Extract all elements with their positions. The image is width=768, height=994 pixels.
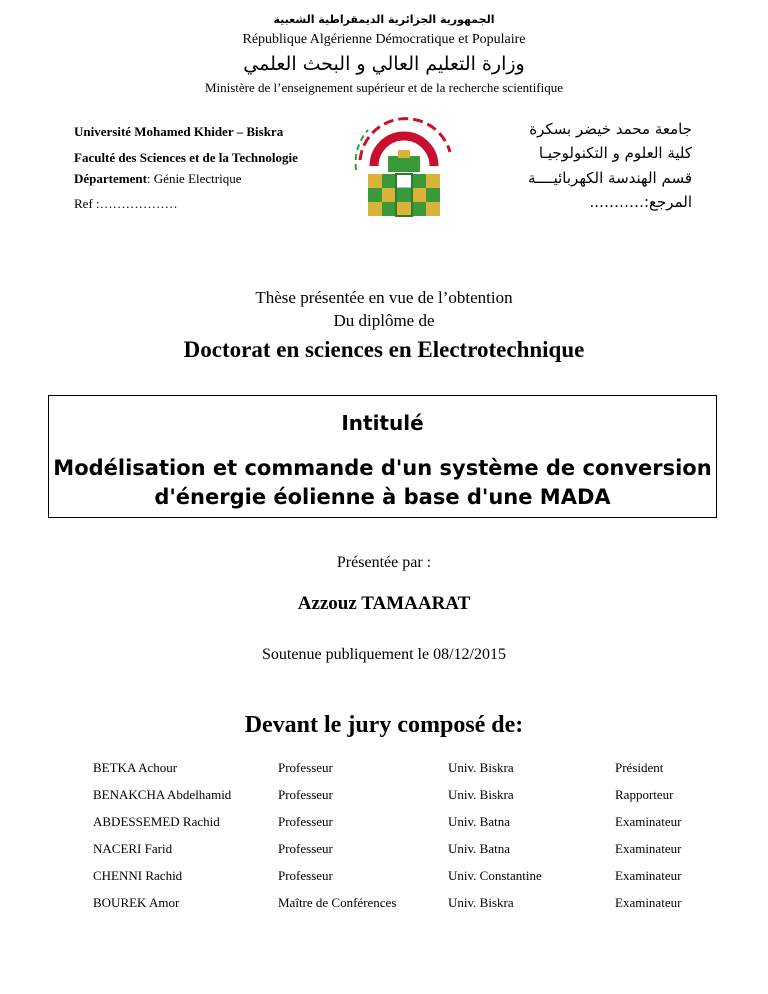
jury-row [93,868,733,886]
departement-arabic: قسم الهندسة الكهربائيــــة [527,169,692,187]
these-line2: Du diplôme de [333,311,435,330]
jury-name: ABDESSEMED Rachid [93,814,220,829]
jury-row [93,841,733,859]
jury-row [93,787,733,805]
jury-role: Examinateur [615,841,682,856]
title-box [48,395,717,518]
jury-grade: Professeur [278,868,333,883]
jury-univ: Univ. Biskra [448,760,514,775]
jury-row [93,760,733,778]
jury-name: CHENNI Rachid [93,868,183,883]
jury-row [93,814,733,832]
departement-value: : Génie Electrique [146,171,242,186]
ref-french: Ref :……………… [74,196,178,211]
intitule-label: Intitulé [341,411,424,435]
jury-name: NACERI Farid [93,841,173,856]
departement-label: Département [74,171,147,186]
departement-french [74,171,242,187]
thesis-title-line1: Modélisation et commande d'un système de conversion [53,456,712,480]
jury-title: Devant le jury composé de: [244,712,524,738]
jury-univ: Univ. Batna [448,841,510,856]
ref-arabic: المرجع:……….. [589,193,692,211]
jury-role: Examinateur [615,868,682,883]
jury-grade: Professeur [278,841,333,856]
republique-french: République Algérienne Démocratique et Populaire [242,32,526,47]
these-line1: Thèse présentée en vue de l’obtention [255,288,513,307]
thesis-title [49,454,716,512]
jury-name: BENAKCHA Abdelhamid [93,787,232,802]
jury-role: Rapporteur [615,787,674,802]
faculte-arabic: كلية العلوم و التكنولوجيـا [538,144,692,162]
jury-univ: Univ. Constantine [448,868,542,883]
universite-french: Université Mohamed Khider – Biskra [74,124,284,139]
jury-grade: Professeur [278,814,333,829]
jury-name: BETKA Achour [93,760,178,775]
ministere-french: Ministère de l’enseignement supérieur et de la recherche scientifique [204,80,564,95]
jury-role: Président [615,760,664,775]
jury-univ: Univ. Batna [448,814,510,829]
jury-role: Examinateur [615,814,682,829]
author-name: Azzouz TAMAARAT [297,593,471,614]
presente-par: Présentée par : [336,554,432,571]
jury-name: BOUREK Amor [93,895,180,910]
defense-date: Soutenue publiquement le 08/12/2015 [262,646,506,663]
thesis-title-line2: d'énergie éolienne à base d'une MADA [154,485,611,509]
jury-univ: Univ. Biskra [448,787,514,802]
ministere-arabic: وزارة التعليم العالي و البحث العلمي [243,53,525,75]
faculte-french: Faculté des Sciences et de la Technologie [74,150,298,165]
jury-role: Examinateur [615,895,682,910]
diplome-title: Doctorat en sciences en Electrotechnique [183,337,585,362]
jury-row [93,895,733,913]
university-logo-icon [338,100,470,232]
jury-univ: Univ. Biskra [448,895,514,910]
republique-arabic: الجمهورية الجزائرية الديمقراطية الشعبية [273,13,495,26]
universite-arabic: جامعة محمد خيضر بسكرة [529,120,692,138]
jury-grade: Professeur [278,787,333,802]
jury-grade: Professeur [278,760,333,775]
jury-grade: Maître de Conférences [278,895,397,910]
